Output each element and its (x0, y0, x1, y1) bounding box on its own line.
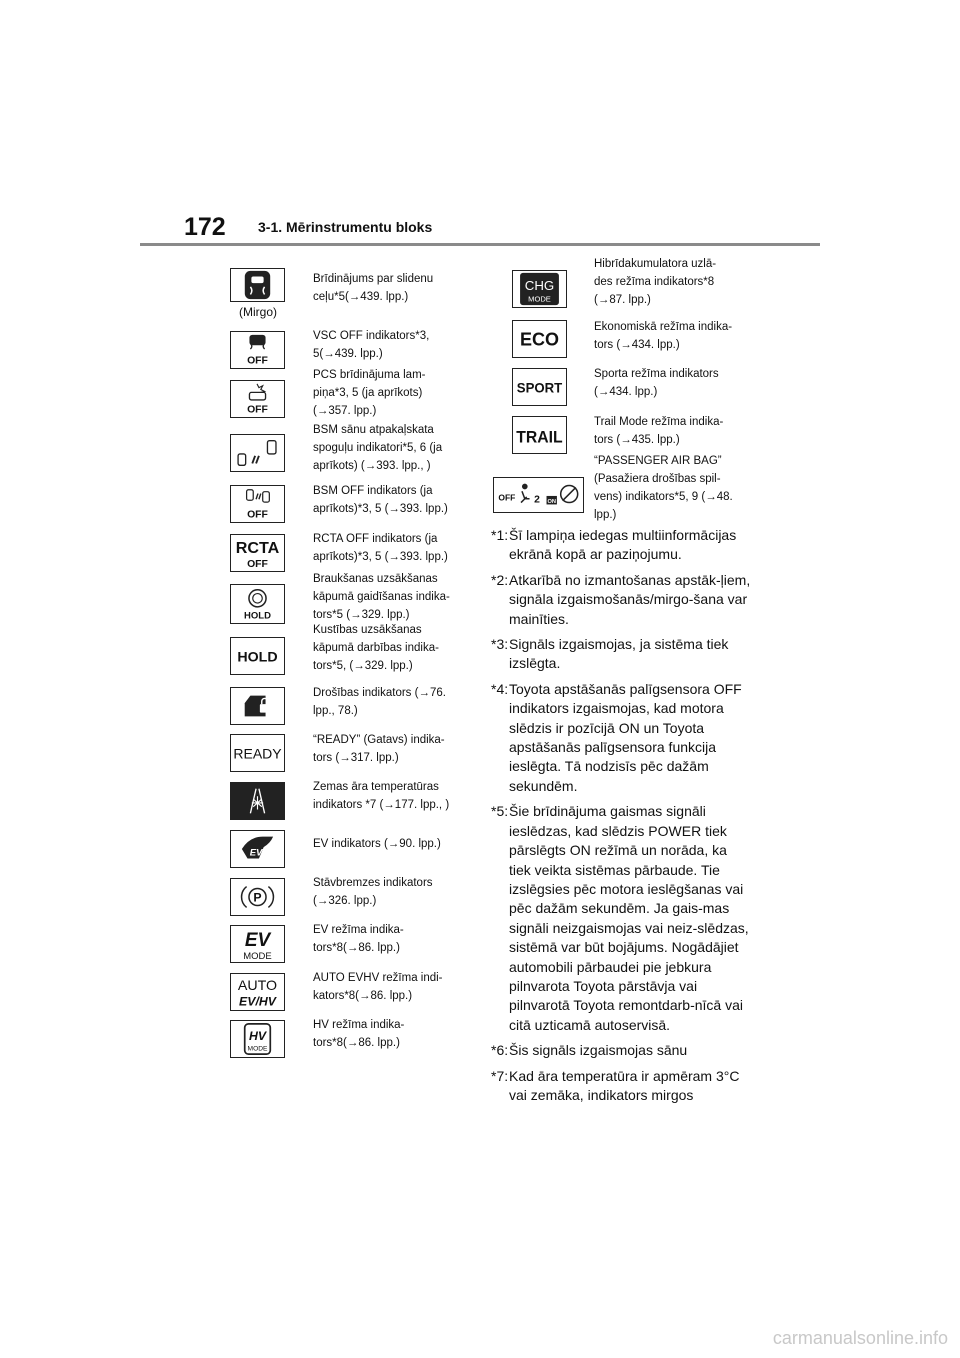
footnote: *1: Šī lampiņa iedegas multiinformācijas ekrānā kopā ar paziņojumu. (491, 527, 737, 563)
svg-text:ECO: ECO (519, 329, 560, 350)
ev-mode-icon (230, 925, 285, 963)
low-temp-desc: Zemas āra temperatūras indikators *7 (→177. lpp., ) (313, 781, 450, 811)
chg-mode-desc: Hibrīdakumulatora uzlā- des režīma indikators*8 (→87. lpp.) (594, 258, 717, 306)
ev-icon (230, 830, 285, 868)
svg-text:EV: EV (244, 929, 271, 951)
page-number: 172 (184, 213, 226, 241)
svg-text:READY: READY (233, 746, 283, 763)
chg-mode-icon (512, 270, 567, 308)
security-icon (230, 687, 285, 725)
hv-mode-icon (230, 1020, 285, 1058)
rcta-off-desc: RCTA OFF indikators (ja aprīkots)*3, 5 (→393. lpp.) (313, 533, 448, 563)
slip-road-icon (230, 268, 285, 302)
svg-text:ON: ON (547, 499, 556, 506)
parking-brake-icon (230, 878, 285, 916)
svg-text:EV/HV: EV/HV (239, 994, 276, 1009)
hold-desc: Kustības uzsākšanas kāpumā darbības indika- tors*5, (→329. lpp.) (313, 624, 439, 672)
svg-text:HOLD: HOLD (244, 610, 271, 622)
svg-text:OFF: OFF (247, 509, 268, 521)
ev-desc: EV indikators (→90. lpp.) (313, 838, 441, 850)
parking-brake-desc: Stāvbremzes indikators (→326. lpp.) (313, 877, 433, 907)
svg-text:OFF: OFF (498, 492, 516, 503)
sport-desc: Sporta režīma indikators (→434. lpp.) (594, 368, 719, 398)
trail-icon (512, 416, 567, 454)
svg-text:2: 2 (534, 494, 540, 506)
svg-text:HV: HV (248, 1028, 267, 1043)
footnotes (491, 526, 751, 1111)
svg-text:RCTA: RCTA (235, 539, 280, 557)
footnote: *3: Signāls izgaismojas, ja sistēma tiek izslēgta. (491, 636, 729, 672)
hv-mode-desc: HV režīma indika- tors*8(→86. lpp.) (313, 1019, 405, 1049)
ready-desc: “READY” (Gatavs) indika- tors (→317. lpp.) (313, 734, 445, 764)
footnote: *2: Atkarībā no izmantošanas apstāk-ļiem, signāla izgaismošanās/mirgo-šana var mainīties. (491, 571, 751, 627)
svg-text:CHG: CHG (524, 277, 555, 293)
rcta-off-icon (230, 534, 285, 572)
svg-text:SPORT: SPORT (516, 380, 563, 397)
pcs-off-icon (230, 380, 285, 418)
bsm-off-icon (230, 485, 285, 523)
hold-standby-icon (230, 584, 285, 624)
hold-icon (230, 637, 285, 675)
eco-desc: Ekonomiskā režīma indika- tors (→434. lpp.) (594, 321, 733, 351)
hold-standby-desc: Braukšanas uzsākšanas kāpumā gaidīšanas indika- tors*5 (→329. lpp.) (313, 573, 450, 621)
vsc-off-icon (230, 331, 285, 369)
svg-text:OFF: OFF (247, 355, 268, 367)
footnote: *4: Toyota apstāšanās palīgsensora OFF indikators izgaismojas, kad motora slēdzis ir pozīcijā ON un Toyota apstāšanās palīgsensora funkcija ieslēgta. Tā nodzisīs pēc dažām sekundēm. (491, 680, 742, 794)
vsc-off-desc: VSC OFF indikators*3, 5(→439. lpp.) (313, 330, 430, 360)
watermark: carmanualsonline.info (772, 1328, 948, 1348)
bsm-mirror-desc: BSM sānu atpakaļskata spoguļu indikatori*5, 6 (ja aprīkots) (→393. lpp., ) (313, 424, 443, 472)
svg-text:P: P (253, 890, 262, 905)
ready-icon (230, 734, 285, 772)
svg-text:HOLD: HOLD (237, 649, 278, 666)
trail-desc: Trail Mode režīma indika- tors (→435. lpp.) (594, 416, 724, 446)
eco-icon (512, 320, 567, 358)
bsm-mirror-icon (230, 434, 285, 472)
svg-text:MODE: MODE (247, 1045, 268, 1053)
slip-road-desc: Brīdinājums par slidenu ceļu*5(→439. lpp.) (313, 273, 434, 303)
security-desc: Drošības indikators (→76. lpp., 78.) (313, 687, 446, 717)
footnote: *7: Kad āra temperatūra ir apmēram 3°C vai zemāka, indikators mirgos (491, 1067, 740, 1103)
svg-text:OFF: OFF (247, 404, 268, 416)
section-title: 3-1. Mērinstrumentu bloks (258, 219, 433, 235)
auto-evhv-desc: AUTO EVHV režīma indi- kators*8(→86. lpp.) (313, 972, 443, 1002)
svg-text:MODE: MODE (528, 294, 551, 304)
header-rule (140, 243, 820, 246)
auto-evhv-icon (230, 973, 285, 1011)
svg-text:MODE: MODE (243, 951, 272, 962)
bsm-off-desc: BSM OFF indikators (ja aprīkots)*3, 5 (→393. lpp.) (313, 485, 448, 515)
ev-mode-desc: EV režīma indika- tors*8(→86. lpp.) (313, 924, 404, 954)
svg-text:OFF: OFF (247, 559, 268, 571)
footnote: *5: Šie brīdinājuma gaismas signāli ieslēdzas, kad slēdzis POWER tiek pārslēgts ON režīmā un norāda, ka tiek veikta sistēmas pārbaude. Tie izslēgsies pēc motora ieslēgšanas vai pēc dažām sekundēm. Ja gais-mas signāli neizgaismojas vai neiz-slēdzas, sistēmā var būt bojājums. Nogādājiet automobili pārbaudei pie jebkura pilnvarota Toyota pārstāvja vai pilnvarotā Toyota remontdarb-nīcā vai citā uzticamā autoservisā. (491, 803, 749, 1033)
svg-text:AUTO: AUTO (237, 978, 278, 995)
pcs-off-desc: PCS brīdinājuma lam- piņa*3, 5 (ja aprīkots) (→357. lpp.) (313, 369, 426, 417)
slip-road-caption: (Mirgo) (239, 305, 277, 319)
footnote: *6: Šis signāls izgaismojas sānu (491, 1042, 688, 1059)
passenger-airbag-desc: “PASSENGER AIR BAG” (Pasažiera drošības spil- vens) indikators*5, 9 (→48. lpp.) (594, 455, 733, 521)
passenger-airbag-icon (493, 477, 584, 513)
low-temp-icon (230, 782, 285, 820)
svg-text:TRAIL: TRAIL (516, 427, 563, 447)
svg-text:EV: EV (249, 847, 263, 859)
sport-icon (512, 368, 567, 406)
